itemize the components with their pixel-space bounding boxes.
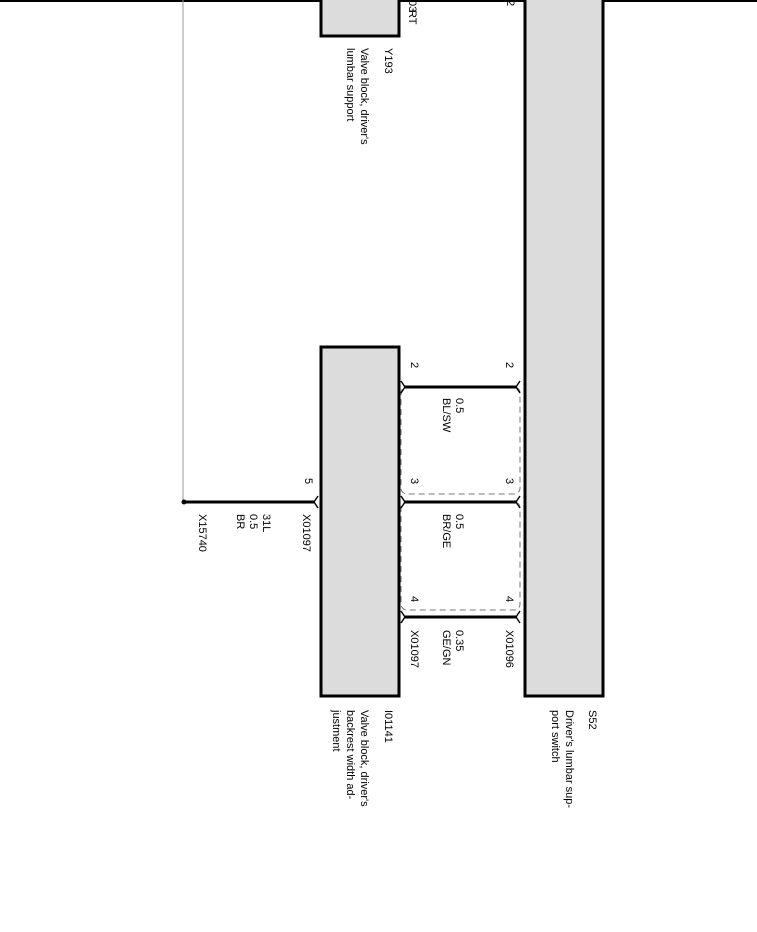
pin-v-4: 4 (408, 596, 420, 603)
pin-s-2: 2 (503, 362, 515, 369)
wire3-color: GE/GN (440, 630, 452, 666)
s52-desc-line1: Driver's lumbar sup- (563, 710, 575, 809)
i01141-desc-line3: justment (330, 710, 342, 752)
terminal-s-3 (516, 496, 520, 508)
connector-x01096: X01096 (503, 630, 515, 668)
y193-valve-box (321, 0, 399, 36)
ground-connector-x15740: X15740 (196, 514, 208, 552)
pin-v-3: 3 (408, 478, 420, 485)
s52-switch-box (525, 0, 603, 696)
clipped-rt: RT (406, 10, 418, 25)
i01141-valve-box (321, 347, 399, 696)
terminal-v-2 (401, 381, 405, 393)
ground-node (182, 500, 187, 505)
wire2-size: 0.5 (453, 514, 465, 530)
pin-v-5: 5 (302, 478, 314, 485)
terminal-s-4 (516, 611, 520, 623)
y193-desc-line2: lumbar support (344, 48, 356, 122)
pin-s-3: 3 (503, 478, 515, 485)
connector-x01097-aux: X01097 (300, 514, 312, 552)
y193-id: Y193 (382, 48, 394, 74)
i01141-desc-line2: backrest width ad- (344, 710, 356, 800)
wire3-size: 0.35 (453, 630, 465, 652)
terminal-s-2 (516, 381, 520, 393)
i01141-id: I01141 (382, 710, 394, 743)
clipped-pin-03: 03 (406, 0, 418, 13)
ground-wire-color: BR (234, 514, 246, 530)
wire1-color: BL/SW (440, 398, 452, 433)
i01141-desc-line1: Valve block, driver's (358, 710, 370, 807)
connector-x01097: X01097 (408, 630, 420, 668)
y193-desc-line1: Valve block, driver's (358, 48, 370, 145)
s52-desc-line2: port switch (549, 710, 561, 763)
ground-term-31l: 31L (260, 514, 272, 533)
s52-id: S52 (586, 710, 598, 730)
wire2-color: BR/GE (440, 514, 452, 549)
terminal-v-4 (401, 611, 405, 623)
pin-v-2: 2 (408, 362, 420, 369)
terminal-v-5 (314, 496, 318, 508)
wire1-size: 0.5 (453, 398, 465, 414)
terminal-v-3 (401, 496, 405, 508)
clipped-pin-2: 2 (504, 0, 516, 7)
ground-wire-size: 0.5 (247, 514, 259, 530)
pin-s-4: 4 (503, 596, 515, 603)
